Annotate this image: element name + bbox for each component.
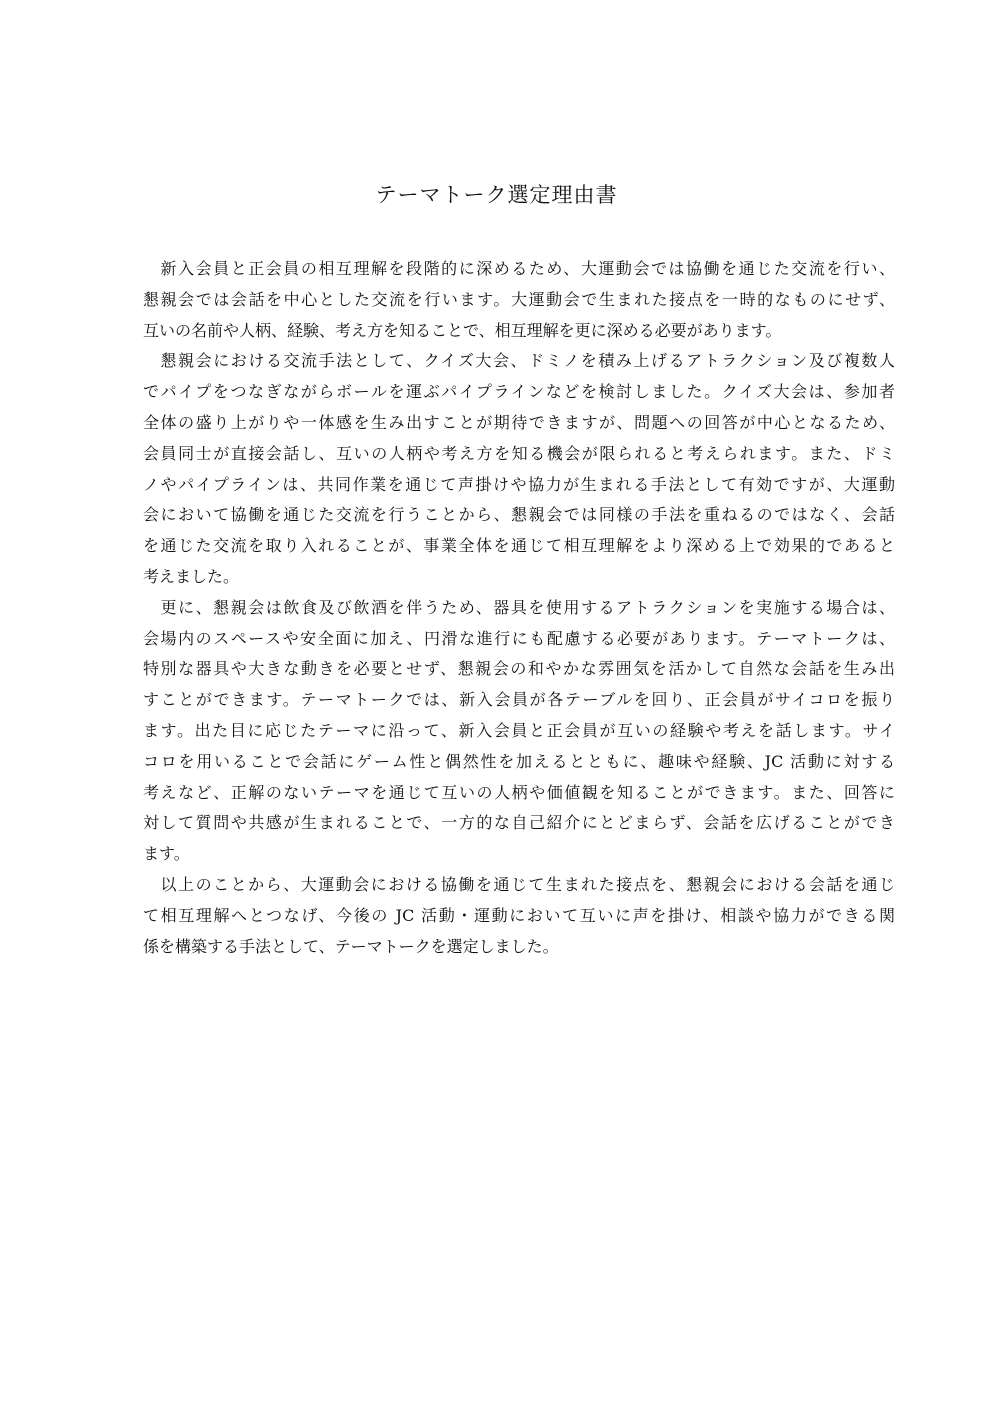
body-line: 会において協働を通じた交流を行うことから、懇親会では同様の手法を重ねるのではなく、会話: [143, 505, 895, 525]
body-line: 懇親会では会話を中心とした交流を行います。大運動会で生まれた接点を一時的なものにせず、: [143, 289, 895, 309]
body-line: コロを用いることで会話にゲーム性と偶然性を加えるとともに、趣味や経験、JC 活動に対する: [143, 751, 895, 771]
body-line: ます。出た目に応じたテーマに沿って、新入会員と正会員が互いの経験や考えを話します。サイ: [143, 720, 895, 740]
body-line: を通じた交流を取り入れることが、事業全体を通じて相互理解をより深める上で効果的であると: [143, 536, 895, 556]
body-line: ます。: [143, 844, 190, 864]
body-line: 更に、懇親会は飲食及び飲酒を伴うため、器具を使用するアトラクションを実施する場合は、: [143, 597, 895, 617]
body-line: すことができます。テーマトークでは、新入会員が各テーブルを回り、正会員がサイコロを振り: [143, 690, 895, 710]
body-line: 以上のことから、大運動会における協働を通じて生まれた接点を、懇親会における会話を通じ: [143, 874, 895, 894]
body-line: 新入会員と正会員の相互理解を段階的に深めるため、大運動会では協働を通じた交流を行い、: [143, 259, 895, 278]
body-line: 考えなど、正解のないテーマを通じて互いの人柄や価値観を知ることができます。また、回答に: [143, 782, 895, 802]
body-line: て相互理解へとつなげ、今後の JC 活動・運動において互いに声を掛け、相談や協力ができる関: [143, 905, 895, 925]
document-title: テーマトーク選定理由書: [375, 183, 618, 207]
body-line: 懇親会における交流手法として、クイズ大会、ドミノを積み上げるアトラクション及び複数人: [143, 351, 895, 371]
body-line: でパイプをつなぎながらボールを運ぶパイプラインなどを検討しました。クイズ大会は、参加者: [143, 382, 896, 402]
body-line: 会員同士が直接会話し、互いの人柄や考え方を知る機会が限られると考えられます。また、ドミ: [143, 443, 895, 463]
body-line: 互いの名前や人柄、経験、考え方を知ることで、相互理解を更に深める必要があります。: [143, 320, 782, 340]
body-line: 全体の盛り上がりや一体感を生み出すことが期待できますが、問題への回答が中心となるため、: [143, 412, 895, 432]
body-line: ノやパイプラインは、共同作業を通じて声掛けや協力が生まれる手法として有効ですが、大運動: [143, 474, 895, 494]
document-body: [143, 254, 895, 962]
body-line: 会場内のスペースや安全面に加え、円滑な進行にも配慮する必要があります。テーマトークは、: [143, 628, 895, 648]
body-line: 対して質問や共感が生まれることで、一方的な自己紹介にとどまらず、会話を広げることができ: [143, 813, 895, 833]
body-line: 考えました。: [143, 566, 240, 586]
body-line: 特別な器具や大きな動きを必要とせず、懇親会の和やかな雰囲気を活かして自然な会話を生み出: [143, 659, 895, 679]
body-line: 係を構築する手法として、テーマトークを選定しました。: [143, 936, 559, 956]
